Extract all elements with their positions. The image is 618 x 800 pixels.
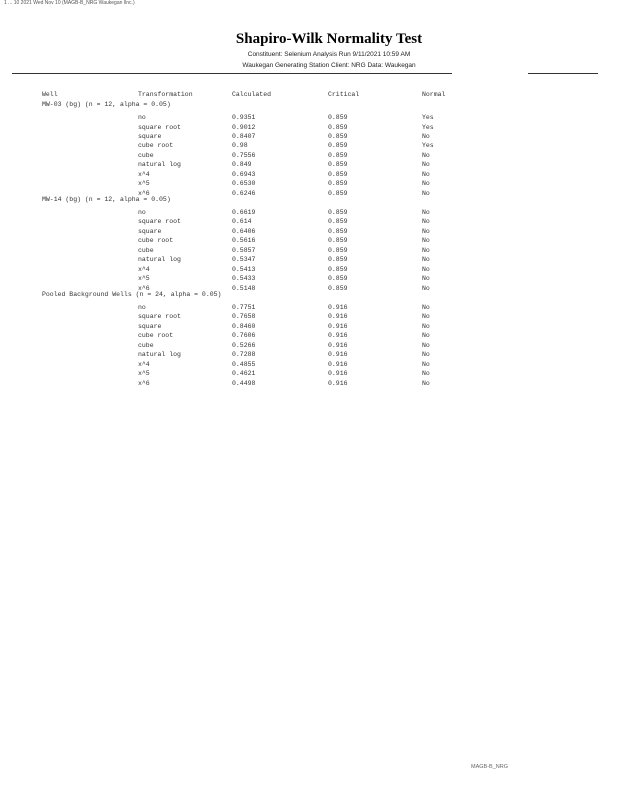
normal-cell: No xyxy=(422,246,430,254)
critical-cell: 0.859 xyxy=(328,256,348,264)
transformation-cell: no xyxy=(138,209,146,216)
critical-cell: 0.916 xyxy=(328,370,348,378)
transformation-cell: x^5 xyxy=(138,180,150,188)
normal-cell: No xyxy=(422,256,430,264)
transformation-cell: x^4 xyxy=(138,170,150,178)
calculated-cell: 0.7288 xyxy=(232,351,256,359)
normal-cell: No xyxy=(422,360,430,368)
calculated-cell: 0.9012 xyxy=(232,123,256,131)
transformation-cell: square xyxy=(138,322,162,330)
critical-cell: 0.859 xyxy=(328,218,348,226)
critical-cell: 0.916 xyxy=(328,351,348,359)
transformation-cell: cube xyxy=(138,246,154,254)
normal-cell: No xyxy=(422,265,430,273)
transformation-cell: natural log xyxy=(138,351,181,359)
critical-cell: 0.859 xyxy=(328,151,348,159)
transformation-cell: cube root xyxy=(138,237,174,245)
column-header-well: Well xyxy=(42,91,58,98)
transformation-cell: no xyxy=(138,304,146,311)
critical-cell: 0.859 xyxy=(328,246,348,254)
calculated-cell: 0.8460 xyxy=(232,322,256,330)
transformation-cell: cube xyxy=(138,151,154,159)
page-footer-code: MAGB-B_NRG xyxy=(471,764,508,770)
column-header-calculated: Calculated xyxy=(232,91,272,98)
transformation-cell: x^6 xyxy=(138,379,150,387)
calculated-cell: 0.6246 xyxy=(232,189,256,197)
transformation-cell: x^5 xyxy=(138,370,150,378)
critical-cell: 0.859 xyxy=(328,227,348,235)
transformation-cell: x^4 xyxy=(138,265,150,273)
normal-cell: No xyxy=(422,284,430,292)
calculated-cell: 0.7606 xyxy=(232,332,256,340)
critical-cell: 0.859 xyxy=(328,170,348,178)
transformation-cell: square root xyxy=(138,313,181,321)
normal-cell: No xyxy=(422,322,430,330)
critical-cell: 0.916 xyxy=(328,322,348,330)
header-divider xyxy=(12,73,452,74)
normal-cell: No xyxy=(422,161,430,169)
critical-cell: 0.859 xyxy=(328,142,348,150)
normal-cell: No xyxy=(422,379,430,387)
transformation-cell: natural log xyxy=(138,256,181,264)
transformation-cell: square root xyxy=(138,218,181,226)
calculated-cell: 0.8407 xyxy=(232,132,256,140)
normal-cell: No xyxy=(422,304,430,311)
calculated-cell: 0.98 xyxy=(232,142,248,150)
transformation-cell: natural log xyxy=(138,161,181,169)
normal-cell: No xyxy=(422,313,430,321)
transformation-cell: square xyxy=(138,132,162,140)
calculated-cell: 0.4621 xyxy=(232,370,256,378)
normal-cell: No xyxy=(422,227,430,235)
calculated-cell: 0.7751 xyxy=(232,304,256,311)
report-title: Shapiro-Wilk Normality Test xyxy=(235,31,423,47)
normal-cell: No xyxy=(422,237,430,245)
calculated-cell: 0.5616 xyxy=(232,237,256,245)
transformation-cell: x^6 xyxy=(138,189,150,197)
column-header-transformation: Transformation xyxy=(138,91,193,98)
column-header-normal: Normal xyxy=(422,91,446,98)
critical-cell: 0.859 xyxy=(328,123,348,131)
transformation-cell: square xyxy=(138,227,162,235)
calculated-cell: 0.7556 xyxy=(232,151,256,159)
normal-cell: Yes xyxy=(422,114,434,121)
calculated-cell: 0.849 xyxy=(232,161,252,169)
critical-cell: 0.859 xyxy=(328,265,348,273)
critical-cell: 0.859 xyxy=(328,180,348,188)
calculated-cell: 0.614 xyxy=(232,218,252,226)
critical-cell: 0.859 xyxy=(328,275,348,283)
calculated-cell: 0.4855 xyxy=(232,360,256,368)
normal-cell: No xyxy=(422,370,430,378)
critical-cell: 0.859 xyxy=(328,132,348,140)
critical-cell: 0.916 xyxy=(328,332,348,340)
transformation-cell: x^6 xyxy=(138,284,150,292)
normal-cell: No xyxy=(422,218,430,226)
report-subtitle-analysis: Constituent: Selenium Analysis Run 9/11/2021 10:59 AM xyxy=(247,51,411,58)
calculated-cell: 0.6619 xyxy=(232,209,256,216)
calculated-cell: 0.5857 xyxy=(232,246,256,254)
critical-cell: 0.859 xyxy=(328,284,348,292)
normal-cell: Yes xyxy=(422,123,434,131)
critical-cell: 0.916 xyxy=(328,379,348,387)
calculated-cell: 0.5148 xyxy=(232,284,256,292)
calculated-cell: 0.5433 xyxy=(232,275,256,283)
critical-cell: 0.859 xyxy=(328,237,348,245)
calculated-cell: 0.4498 xyxy=(232,379,256,387)
calculated-cell: 0.6530 xyxy=(232,180,256,188)
critical-cell: 0.859 xyxy=(328,209,348,216)
group-label: MW-14 (bg) (n = 12, alpha = 0.05) xyxy=(42,196,171,203)
transformation-cell: cube xyxy=(138,341,154,349)
transformation-cell: x^5 xyxy=(138,275,150,283)
normal-cell: No xyxy=(422,351,430,359)
report-subtitle-site: Waukegan Generating Station Client: NRG Data: Waukegan xyxy=(242,62,416,69)
header-divider-right xyxy=(528,73,598,74)
normal-cell: No xyxy=(422,151,430,159)
critical-cell: 0.859 xyxy=(328,161,348,169)
transformation-cell: x^4 xyxy=(138,360,150,368)
transformation-cell: cube root xyxy=(138,142,174,150)
group-label: MW-03 (bg) (n = 12, alpha = 0.05) xyxy=(42,101,171,108)
calculated-cell: 0.6943 xyxy=(232,170,256,178)
calculated-cell: 0.5266 xyxy=(232,341,256,349)
calculated-cell: 0.5413 xyxy=(232,265,256,273)
normal-cell: No xyxy=(422,170,430,178)
group-label: Pooled Background Wells (n = 24, alpha = 0.05) xyxy=(42,291,222,298)
critical-cell: 0.916 xyxy=(328,304,348,311)
critical-cell: 0.916 xyxy=(328,360,348,368)
normal-cell: No xyxy=(422,332,430,340)
critical-cell: 0.916 xyxy=(328,341,348,349)
critical-cell: 0.859 xyxy=(328,114,348,121)
normal-cell: No xyxy=(422,189,430,197)
normal-cell: No xyxy=(422,275,430,283)
print-header-note: 1 ... 10 2021 Wed Nov 10 (MAGB-B_NRG Waukegan Ilnc.) xyxy=(4,0,135,6)
calculated-cell: 0.5347 xyxy=(232,256,256,264)
transformation-cell: no xyxy=(138,114,146,121)
normal-cell: Yes xyxy=(422,142,434,150)
calculated-cell: 0.7658 xyxy=(232,313,256,321)
critical-cell: 0.916 xyxy=(328,313,348,321)
normal-cell: No xyxy=(422,341,430,349)
calculated-cell: 0.9351 xyxy=(232,114,256,121)
normal-cell: No xyxy=(422,209,430,216)
calculated-cell: 0.6406 xyxy=(232,227,256,235)
column-header-critical: Critical xyxy=(328,91,360,98)
transformation-cell: cube root xyxy=(138,332,174,340)
normal-cell: No xyxy=(422,180,430,188)
critical-cell: 0.859 xyxy=(328,189,348,197)
transformation-cell: square root xyxy=(138,123,181,131)
normal-cell: No xyxy=(422,132,430,140)
